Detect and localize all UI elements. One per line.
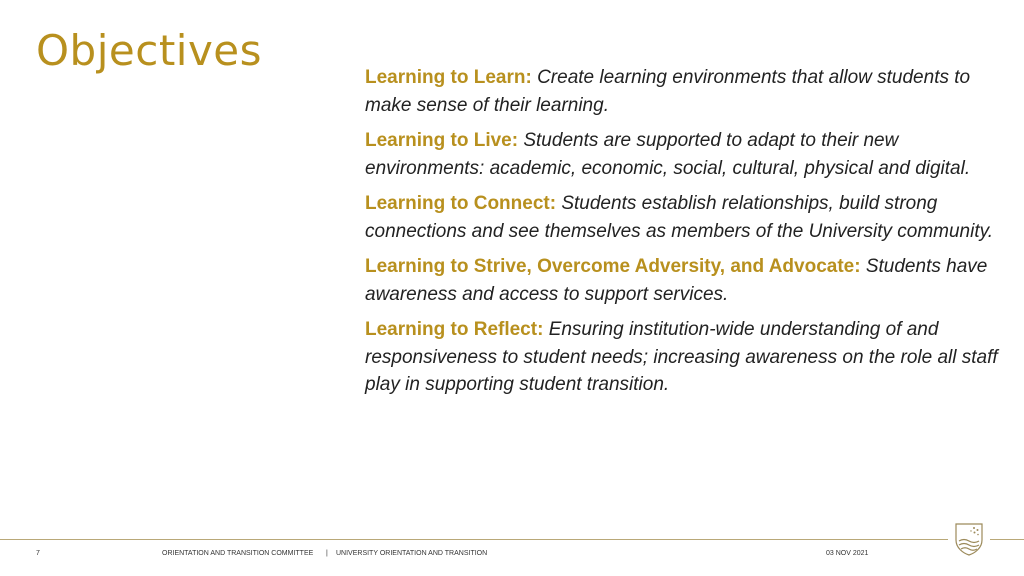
objective-item [365, 127, 1005, 182]
objective-text: Students are supported to adapt to their new environments: academic, economic, social, cultural, physical and digital. [365, 130, 971, 179]
objective-label: Learning to Reflect: [365, 319, 544, 340]
footer-divider [0, 539, 948, 540]
footer-department: UNIVERSITY ORIENTATION AND TRANSITION [336, 550, 488, 557]
footer-committee: ORIENTATION AND TRANSITION COMMITTEE [162, 550, 314, 557]
objectives-list [365, 64, 1005, 407]
objective-label: Learning to Connect: [365, 193, 557, 214]
objective-text: Ensuring institution-wide understanding of and responsiveness to student needs; increasing awareness on the role all staff play in supporting student transition. [365, 319, 998, 395]
slide-title: Objectives [36, 26, 263, 75]
objective-item [365, 64, 1005, 119]
objective-item [365, 316, 1005, 399]
footer-divider-right [990, 539, 1024, 540]
objective-item [365, 190, 1005, 245]
objective-label: Learning to Strive, Overcome Adversity, and Advocate: [365, 256, 861, 277]
objective-text: Students have awareness and access to support services. [365, 256, 988, 305]
objective-label: Learning to Learn: [365, 67, 532, 88]
university-crest-icon [954, 522, 984, 556]
objective-text: Students establish relationships, build strong connections and see themselves as members of the University community. [365, 193, 993, 242]
objective-item [365, 253, 1005, 308]
objective-text: Create learning environments that allow students to make sense of their learning. [365, 67, 971, 116]
objective-label: Learning to Live: [365, 130, 519, 151]
footer-date: 03 NOV 2021 [826, 550, 869, 557]
footer-separator: | [326, 550, 328, 557]
page-number: 7 [36, 550, 40, 557]
